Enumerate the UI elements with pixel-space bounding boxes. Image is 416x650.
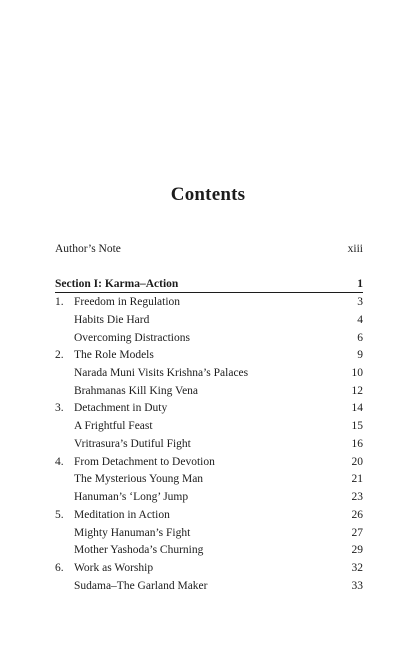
toc-entry-number: 3. bbox=[55, 402, 64, 414]
toc-entry-label: The Role Models bbox=[74, 349, 154, 361]
toc-chapter-5[interactable] bbox=[55, 506, 363, 524]
toc-entry-label: Detachment in Duty bbox=[74, 402, 168, 414]
toc-entry-page: 4 bbox=[357, 314, 363, 326]
toc-entry-label: The Mysterious Young Man bbox=[74, 473, 204, 485]
toc-subentry[interactable] bbox=[55, 364, 363, 382]
toc-entry-label: Narada Muni Visits Krishna’s Palaces bbox=[74, 367, 249, 379]
toc-section-1[interactable] bbox=[55, 275, 363, 293]
toc-subentry[interactable] bbox=[55, 470, 363, 488]
toc-entry-label: Meditation in Action bbox=[74, 509, 170, 521]
toc-entry-page: 27 bbox=[351, 527, 363, 539]
toc-entry-number: 2. bbox=[55, 349, 64, 361]
toc-entry-page: 10 bbox=[351, 367, 363, 379]
toc-entry-page: 20 bbox=[351, 456, 363, 468]
toc-subentry[interactable] bbox=[55, 435, 363, 453]
toc-entry-page: 32 bbox=[351, 562, 363, 574]
toc-entry-label: Work as Worship bbox=[74, 562, 154, 574]
toc-entry-page: 9 bbox=[357, 349, 363, 361]
toc-entry-page: 29 bbox=[351, 544, 363, 556]
toc-entry-page: 3 bbox=[357, 296, 363, 308]
toc-entry-page: 23 bbox=[351, 491, 363, 503]
toc-chapter-3[interactable] bbox=[55, 399, 363, 417]
toc-subentry[interactable] bbox=[55, 524, 363, 542]
toc-entry-label: A Frightful Feast bbox=[74, 420, 153, 432]
toc-entry-number: 6. bbox=[55, 562, 64, 574]
toc-chapter-6[interactable] bbox=[55, 559, 363, 577]
toc-entry-label: Overcoming Distractions bbox=[74, 332, 190, 344]
toc-entry-page: 1 bbox=[357, 278, 363, 290]
toc-entry-authors-note[interactable] bbox=[55, 240, 363, 258]
toc-chapter-1[interactable] bbox=[55, 293, 363, 311]
toc-entry-number: 4. bbox=[55, 456, 64, 468]
toc-subentry[interactable] bbox=[55, 382, 363, 400]
toc-section-label: Section I: Karma–Action bbox=[55, 278, 179, 290]
toc-subentry[interactable] bbox=[55, 417, 363, 435]
toc-entry-label: Mighty Hanuman’s Fight bbox=[74, 527, 191, 539]
toc-entry-page: 15 bbox=[351, 420, 363, 432]
toc-chapter-2[interactable] bbox=[55, 346, 363, 364]
toc-entry-label: Mother Yashoda’s Churning bbox=[74, 544, 204, 556]
toc-entry-page: 21 bbox=[351, 473, 363, 485]
page-title: Contents bbox=[170, 184, 246, 205]
toc-entry-page: 16 bbox=[351, 438, 363, 450]
toc-entry-label: Habits Die Hard bbox=[74, 314, 150, 326]
toc-entry-label: From Detachment to Devotion bbox=[74, 456, 215, 468]
toc-entry-page: 26 bbox=[351, 509, 363, 521]
toc-entry-number: 1. bbox=[55, 296, 64, 308]
toc-entry-page: 33 bbox=[351, 580, 363, 592]
toc-entry-label: Vritrasura’s Dutiful Fight bbox=[74, 438, 191, 450]
toc-entry-page: 12 bbox=[351, 385, 363, 397]
toc-entry-label: Hanuman’s ‘Long’ Jump bbox=[74, 491, 189, 503]
toc-subentry[interactable] bbox=[55, 311, 363, 329]
toc-entry-page: xiii bbox=[347, 243, 363, 255]
toc-entry-label: Author’s Note bbox=[55, 243, 121, 255]
toc-subentry[interactable] bbox=[55, 488, 363, 506]
toc-entry-page: 14 bbox=[351, 402, 363, 414]
toc-subentry[interactable] bbox=[55, 329, 363, 347]
toc-entry-number: 5. bbox=[55, 509, 64, 521]
toc-entry-label: Sudama–The Garland Maker bbox=[74, 580, 208, 592]
toc-subentry[interactable] bbox=[55, 577, 363, 595]
toc-entry-page: 6 bbox=[357, 332, 363, 344]
toc-entry-label: Freedom in Regulation bbox=[74, 296, 181, 308]
toc-chapter-4[interactable] bbox=[55, 453, 363, 471]
toc-entry-label: Brahmanas Kill King Vena bbox=[74, 385, 199, 397]
toc-subentry[interactable] bbox=[55, 541, 363, 559]
